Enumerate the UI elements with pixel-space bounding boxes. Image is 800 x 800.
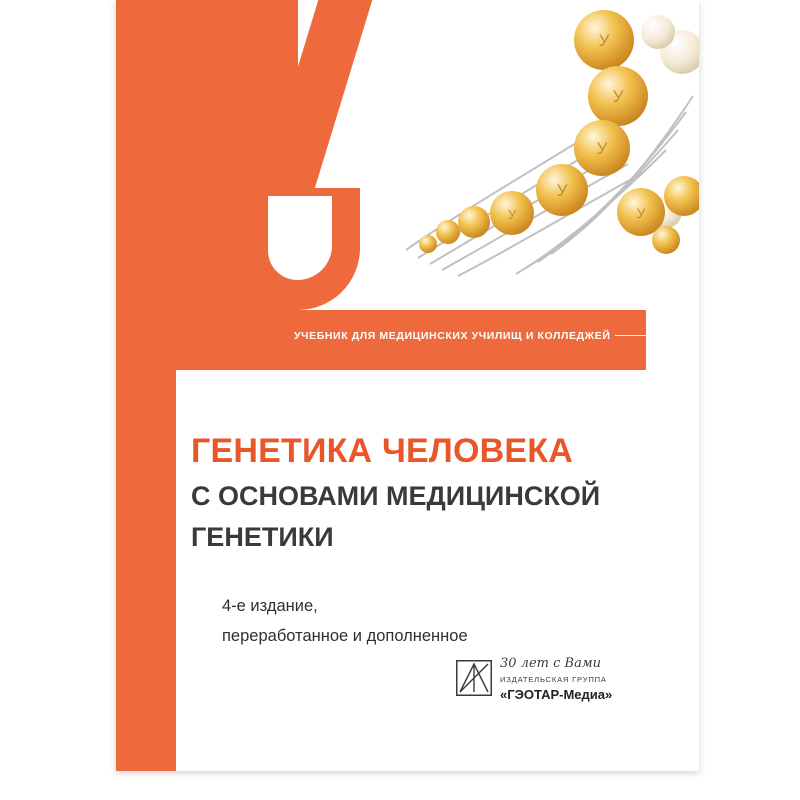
svg-text:У: У: [596, 139, 608, 158]
cover-left-strip: [116, 370, 176, 771]
svg-text:У: У: [612, 87, 624, 106]
edition-line-1: 4-е издание,: [222, 597, 318, 615]
svg-text:У: У: [598, 31, 610, 50]
cover-strapline-text: УЧЕБНИК ДЛЯ МЕДИЦИНСКИХ УЧИЛИЩ И КОЛЛЕДЖЕЙ: [294, 330, 611, 342]
publisher-name: «ГЭОТАР-Медиа»: [500, 687, 613, 702]
svg-text:У: У: [556, 181, 568, 200]
cover-lower-area: [116, 370, 699, 771]
book-title: ГЕНЕТИКА ЧЕЛОВЕКА: [191, 432, 573, 470]
book-cover: [116, 0, 699, 771]
cover-strapline: [294, 330, 694, 342]
dna-helix-illustration: [366, 0, 699, 300]
publisher-group-label: ИЗДАТЕЛЬСКАЯ ГРУППА: [500, 675, 607, 684]
svg-text:У: У: [636, 205, 646, 221]
title-block: [191, 430, 671, 555]
publisher-anniversary: 30 лет с Вами: [500, 656, 601, 671]
letter-mark-hook-cutout: [268, 196, 332, 280]
edition-line-2: переработанное и дополненное: [222, 626, 468, 645]
edition-info: [222, 592, 642, 651]
strapline-rule: [615, 335, 685, 336]
book-subtitle-line2: ГЕНЕТИКИ: [191, 522, 334, 553]
book-subtitle-line1: С ОСНОВАМИ МЕДИЦИНСКОЙ: [191, 481, 601, 512]
svg-text:У: У: [507, 207, 517, 222]
geotar-logo-mark: [456, 660, 492, 696]
publisher-block: [456, 658, 656, 728]
